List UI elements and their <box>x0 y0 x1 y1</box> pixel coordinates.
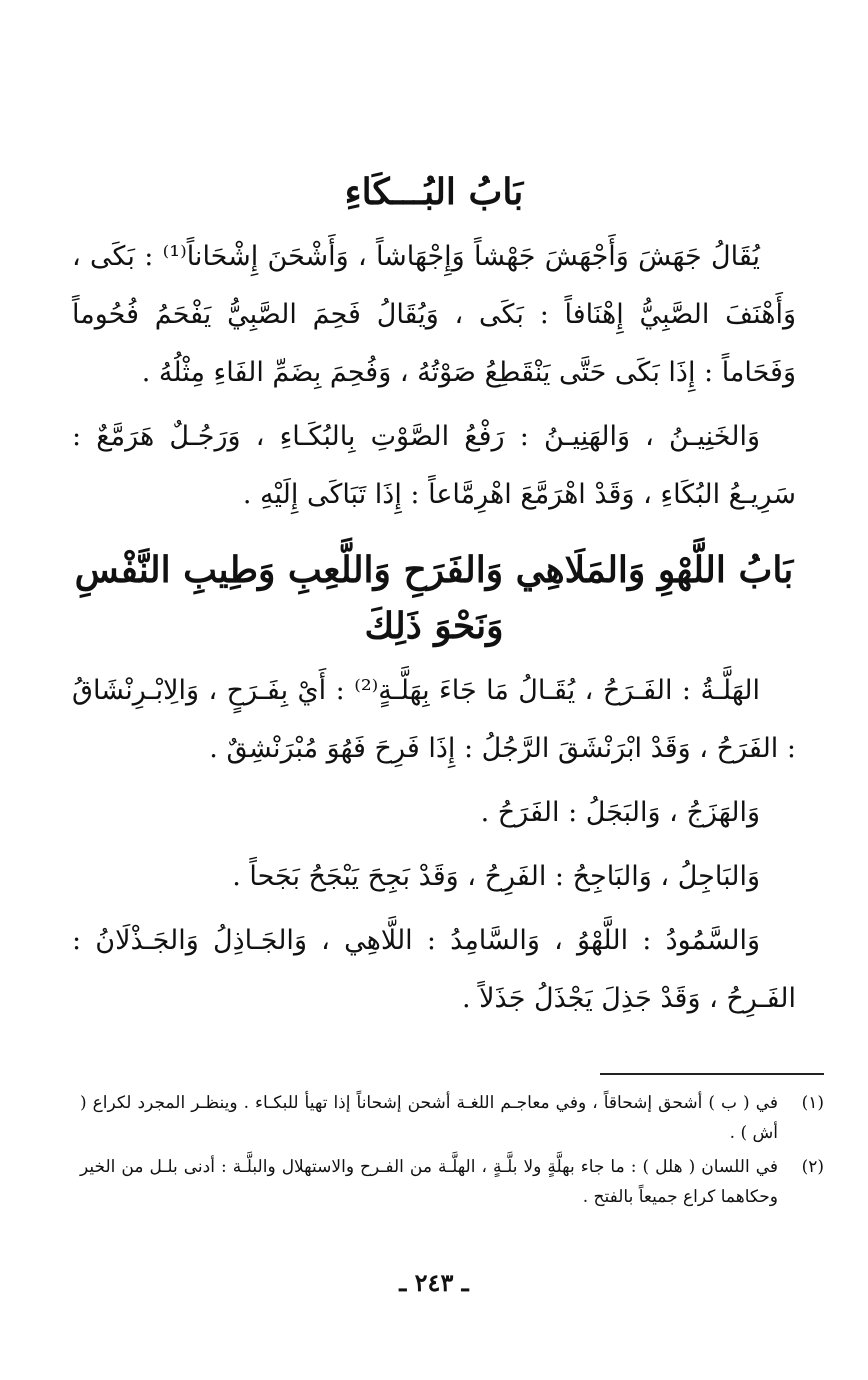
footnote-item <box>80 1088 824 1148</box>
paragraph: وَالبَاجِلُ ، وَالبَاجِحُ : الفَرِحُ ، وَقَدْ بَجِحَ يَبْجَحُ بَجَحاً . <box>232 861 760 892</box>
section-title-amusement: بَابُ اللَّهْوِ وَالمَلَاهِي وَالفَرَحِ وَاللَّعِبِ وَطِيبِ النَّفْسِ وَنَحْوَ ذَلِكَ <box>74 549 794 647</box>
paragraph: الهَلَّـةُ : الفَـرَحُ ، يُقَـالُ مَا جَاءَ بِهَلَّـةٍ⁽²⁾ : أَيْ بِفَـرَحٍ ، وَالِابْـرِنْشَاقُ : الفَرَحُ ، وَقَدْ ابْرَنْشَقَ الرَّجُلُ : إِذَا فَرِحَ فَهُوَ مُبْرَنْشِقٌ . <box>72 675 796 764</box>
section-title-weeping: بَابُ البُـــكَاءِ <box>344 171 524 213</box>
footnotes <box>80 1088 824 1216</box>
footnote-divider <box>600 1073 824 1075</box>
paragraph: وَالهَزَجُ ، وَالبَجَلُ : الفَرَحُ . <box>480 797 760 828</box>
footnote-text: في ( ب ) أشحق إشحاقاً ، وفي معاجـم اللغـة أشحن إشحاناً إذا تهيأ للبكـاء . وينظـر المجرد لكراع ( أش ) . <box>80 1093 778 1143</box>
footnote-item <box>80 1152 824 1212</box>
footnote-text: في اللسان ( هلل ) : ما جاء بهلَّةٍ ولا بلَّـةٍ ، الهلَّـة من الفـرح والاستهلال والبلَّـة : أدنى بلـل من الخير وحكاهما كراع جميعاً بالفتح . <box>80 1157 778 1207</box>
section-amusement <box>72 542 796 1028</box>
footnote-number: (١) <box>801 1093 824 1113</box>
footnote-number: (٢) <box>801 1157 824 1177</box>
page-number: ـ ٢٤٣ ـ <box>399 1268 469 1297</box>
paragraph: وَالسَّمُودُ : اللَّهْوُ ، وَالسَّامِدُ : اللَّاهِي ، وَالجَـاذِلُ وَالجَـذْلَانُ : الفَـرِحُ ، وَقَدْ جَذِلَ يَجْذَلُ جَذَلاً . <box>72 925 796 1014</box>
section-weeping <box>72 164 796 524</box>
paragraph: يُقَالُ جَهَشَ وَأَجْهَشَ جَهْشاً وَإِجْهَاشاً ، وَأَشْحَنَ إِشْحَاناً⁽¹⁾ : بَكَى ، وَأَهْنَفَ الصَّبِيُّ إِهْنَافاً : بَكَى ، وَيُقَالُ فَحِمَ الصَّبِيُّ يَفْحَمُ فُحُوماً وَفَحَاماً : إِذَا بَكَى حَتَّى يَنْقَطِعُ صَوْتُهُ ، وَفُحِمَ بِضَمِّ الفَاءِ مِثْلُهُ . <box>72 241 796 388</box>
paragraph: وَالخَنِيـنُ ، وَالهَنِيـنُ : رَفْعُ الصَّوْتِ بِالبُكَـاءِ ، وَرَجُـلٌ هَرَمَّعٌ : سَرِيـعُ البُكَاءِ ، وَقَدْ اهْرَمَّعَ اهْرِمَّاعاً : إِذَا تَبَاكَى إِلَيْهِ . <box>72 421 796 510</box>
